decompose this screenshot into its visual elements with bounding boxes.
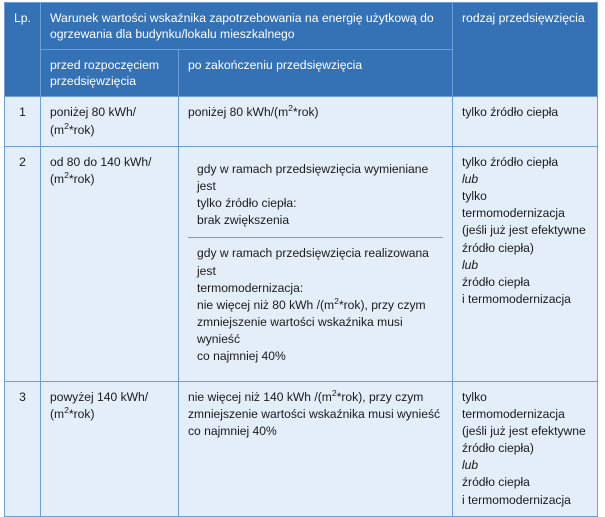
after-line: poniżej 80 kWh/$(m^2*rok)$ (188, 103, 319, 120)
after-line: termomodernizacja: (197, 280, 304, 295)
after-block-row (188, 154, 443, 238)
header-condition-group-label: Warunek wartości wskaźnika zapotrzebowania na energię użytkową do ogrzewania dla budynku/lokalu mieszkalnego (50, 11, 434, 42)
before-line-2: $(m^2*rok)$ (50, 404, 95, 421)
header-after-label: po zakończeniu przedsięwzięcia (188, 58, 363, 73)
row-type-cell (453, 146, 598, 381)
row-number: 1 (19, 105, 26, 120)
header-lp-cell (5, 3, 41, 97)
row-before-cell (41, 146, 179, 381)
after-block-row (188, 238, 443, 374)
after-line: tylko źródło ciepła: (197, 196, 297, 211)
after-block-thermal-modernization (188, 238, 443, 374)
type-line: źródło ciepła (462, 274, 530, 289)
row-type-cell (453, 97, 598, 146)
type-line: źródło ciepła (462, 475, 530, 490)
before-line-2: $(m^2*rok)$ (50, 120, 95, 137)
type-line: tylko termomodernizacja (462, 389, 565, 421)
type-line: (jeśli już jest efektywne (462, 223, 586, 238)
row-number: 3 (19, 389, 26, 404)
before-line-2: $(m^2*rok)$ (50, 169, 95, 186)
after-line: co najmniej 40% (197, 349, 286, 364)
type-line: tylko źródło ciepła (462, 154, 559, 169)
row-number-cell (5, 146, 41, 381)
row-number-cell (5, 381, 41, 516)
row-after-cell (179, 381, 453, 516)
type-line-or: lub (462, 257, 479, 272)
type-line: (jeśli już jest efektywne (462, 423, 586, 438)
table-row (5, 381, 598, 516)
after-line: zmniejszenie wartości wskaźnika musi wynieść (188, 406, 441, 421)
type-line: tylko źródło ciepła (462, 105, 559, 120)
type-line: i termomodernizacja (462, 492, 571, 507)
table-row (5, 146, 598, 381)
after-block-heat-source-only (188, 154, 443, 238)
table-header-row-group (5, 3, 598, 50)
after-line: brak zwiększenia (197, 213, 290, 228)
table-row (5, 97, 598, 146)
type-line: źródło ciepła) (462, 441, 534, 456)
type-line-or: lub (462, 171, 479, 186)
type-line-or: lub (462, 458, 479, 473)
row-after-cell (179, 146, 453, 381)
row-type-cell (453, 381, 598, 516)
after-line: nie więcej niż 140 kWh $/(m^2*rok)$, przy czym (188, 387, 424, 404)
requirements-table-container (4, 2, 597, 507)
header-before-cell (41, 50, 179, 97)
header-condition-group-cell (41, 3, 453, 50)
after-line: gdy w ramach przedsięwzięcia wymieniane jest (197, 161, 429, 193)
type-line: tylko termomodernizacja (462, 189, 565, 221)
header-lp-label: Lp. (14, 11, 31, 25)
type-line: źródło ciepła) (462, 240, 534, 255)
after-line: co najmniej 40% (188, 423, 277, 438)
header-after-cell (179, 50, 453, 97)
header-type-label: rodzaj przedsięwzięcia (462, 11, 585, 25)
row-number-cell (5, 97, 41, 146)
row-after-cell (179, 97, 453, 146)
energy-requirements-table (4, 2, 598, 517)
header-before-label: przed rozpoczęciem przedsięwzięcia (50, 58, 160, 89)
header-type-cell (453, 3, 598, 97)
after-split-table (188, 154, 443, 374)
after-line: gdy w ramach przedsięwzięcia realizowana jest (197, 246, 429, 278)
before-line-1: poniżej 80 kWh/ (50, 105, 137, 120)
row-before-cell (41, 381, 179, 516)
after-line: zmniejszenie wartości wskaźnika musi wynieść (197, 315, 403, 347)
before-line-1: od 80 do 140 kWh/ (50, 154, 152, 169)
before-line-1: powyżej 140 kWh/ (50, 389, 149, 404)
row-number: 2 (19, 154, 26, 169)
after-line: nie więcej niż 80 kWh $/(m^2*rok)$, przy czym (197, 295, 426, 312)
type-line: i termomodernizacja (462, 292, 571, 307)
row-before-cell (41, 97, 179, 146)
